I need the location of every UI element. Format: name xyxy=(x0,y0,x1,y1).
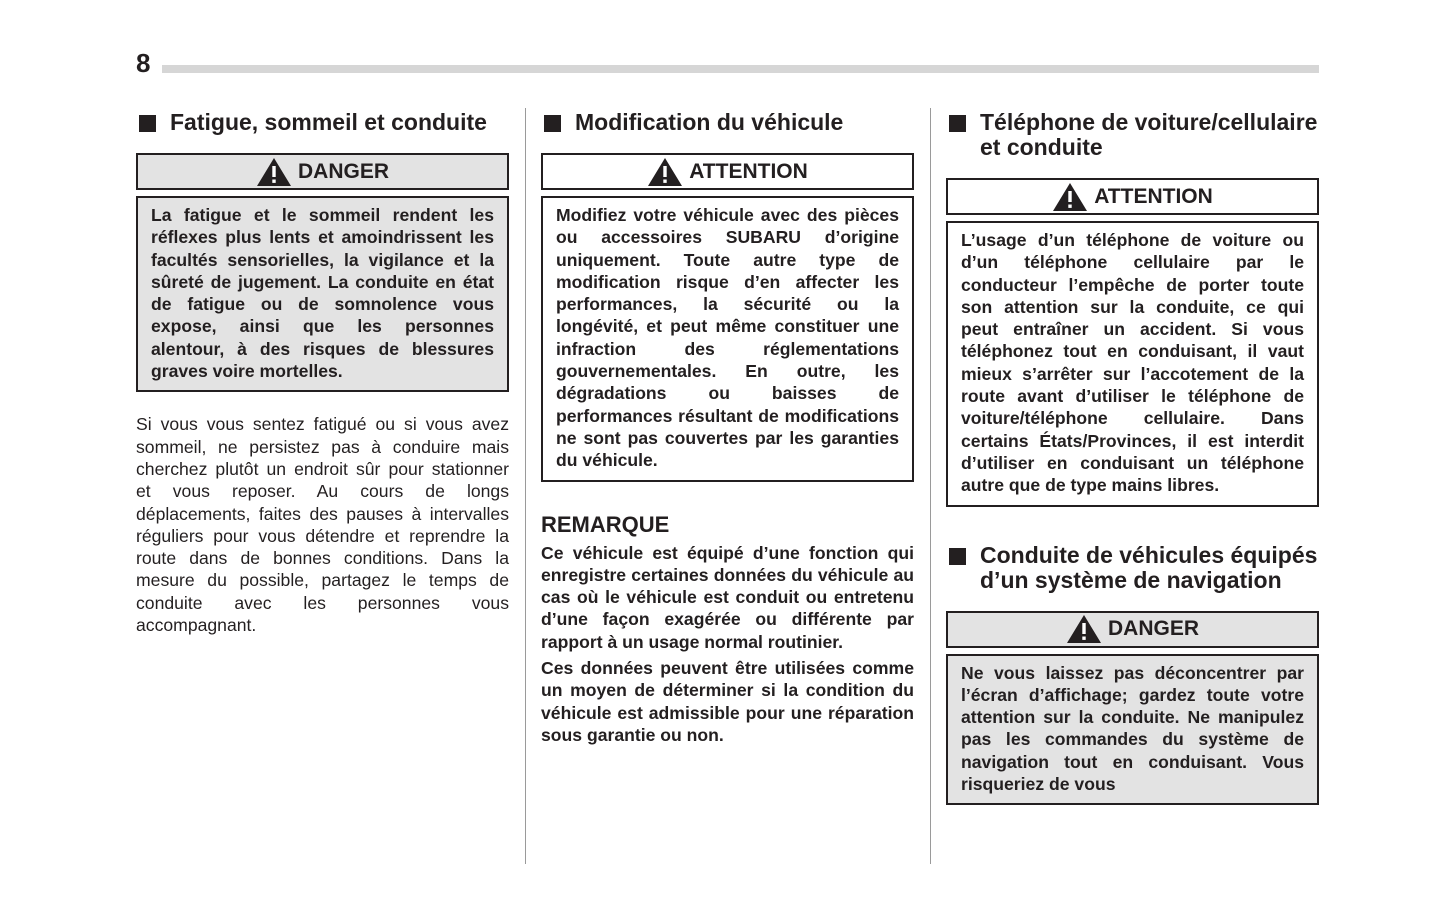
warning-triangle-icon xyxy=(1052,182,1088,212)
column-divider xyxy=(525,108,526,864)
danger-label: DANGER xyxy=(1107,617,1199,641)
attention-header xyxy=(946,178,1319,215)
danger-label: DANGER xyxy=(297,159,389,183)
section-heading-modification xyxy=(541,110,914,135)
square-bullet-icon xyxy=(949,115,966,132)
section-heading-phone xyxy=(946,110,1319,160)
square-bullet-icon xyxy=(139,115,156,132)
spacer xyxy=(946,507,1319,543)
attention-text-box: L’usage d’un téléphone de voiture ou d’un téléphone cellulaire par le conducteur l’empêche de porter toute son attention sur la conduite, ce qui peut entraîner un accident. Si vous téléphonez tout en conduisant, il vaut mieux s’arrêter sur l’accotement de la route avant d’utiliser le téléphone de voiture/téléphone cellulaire. Dans certains États/Provinces, il est interdit d’utiliser en conduisant un téléphone autre que de type mains libres. xyxy=(946,221,1319,507)
note-paragraph: Ce véhicule est équipé d’une fonction qui enregistre certaines données du véhicule au cas où le véhicule est conduit ou entretenu d’une façon exagérée ou différente par rapport à un usage normal routinier. xyxy=(541,542,914,652)
note-paragraph: Ces données peuvent être utilisées comme un moyen de déterminer si la condition du véhicule est admissible pour une réparation sous garantie ou non. xyxy=(541,658,914,745)
section-heading-text: Téléphone de voiture/cellulaire et conduite xyxy=(980,109,1318,160)
section-heading-text: Modification du véhicule xyxy=(575,109,844,135)
warning-triangle-icon xyxy=(256,157,292,187)
danger-header xyxy=(136,153,509,190)
danger-text-box: La fatigue et le sommeil rendent les réflexes plus lents et amoindrissent les facultés sensorielles, la vigilance et la sûreté de jugement. La conduite en état de fatigue ou de somnolence vous expose, ainsi que les personnes alentour, à des risques de blessures graves voire mortelles. xyxy=(136,196,509,392)
page-number: 8 xyxy=(136,48,151,78)
body-paragraph: Si vous vous sentez fatigué ou si vous avez sommeil, ne persistez pas à conduire mais cherchez plutôt un endroit sûr pour stationner et vous reposer. Au cours de longs déplacements, faites des pauses à intervalles réguliers pour vous détendre et reprendre la route dans de bonnes conditions. Dans la mesure du possible, partagez le temps de conduite avec les personnes vous accompagnant. xyxy=(136,414,509,636)
column-modification xyxy=(541,110,914,750)
section-heading-text: Conduite de véhicules équipés d’un système de navigation xyxy=(980,541,1318,593)
square-bullet-icon xyxy=(949,548,966,565)
warning-triangle-icon xyxy=(647,157,683,187)
section-heading-text: Fatigue, sommeil et conduite xyxy=(170,109,487,135)
column-divider xyxy=(930,108,931,864)
attention-text-box: Modifiez votre véhicule avec des pièces ou accessoires SUBARU d’origine uniquement. Toute autre type de modification risque d’en affecter les performances, la sécurité ou la longévité, et peut même constituer une infraction des réglementations gouvernementales. En outre, les dégradations ou baisses de performances résultant de modifications ne sont pas couvertes par les garanties du véhicule. xyxy=(541,196,914,482)
note-heading: REMARQUE xyxy=(541,511,670,537)
square-bullet-icon xyxy=(544,115,561,132)
section-heading-fatigue xyxy=(136,110,509,135)
column-fatigue xyxy=(136,110,509,636)
attention-header xyxy=(541,153,914,190)
warning-triangle-icon xyxy=(1066,614,1102,644)
section-heading-navigation xyxy=(946,543,1319,593)
danger-header xyxy=(946,611,1319,648)
column-phone-navigation xyxy=(946,110,1319,805)
attention-label: ATTENTION xyxy=(689,159,808,183)
header-rule xyxy=(162,65,1319,73)
danger-text-box: Ne vous laissez pas déconcentrer par l’écran d’affichage; gardez toute votre attention sur la conduite. Ne manipulez pas les commandes du système de navigation tout en conduisant. Vous risqueriez de vous xyxy=(946,654,1319,806)
attention-label: ATTENTION xyxy=(1094,184,1213,208)
